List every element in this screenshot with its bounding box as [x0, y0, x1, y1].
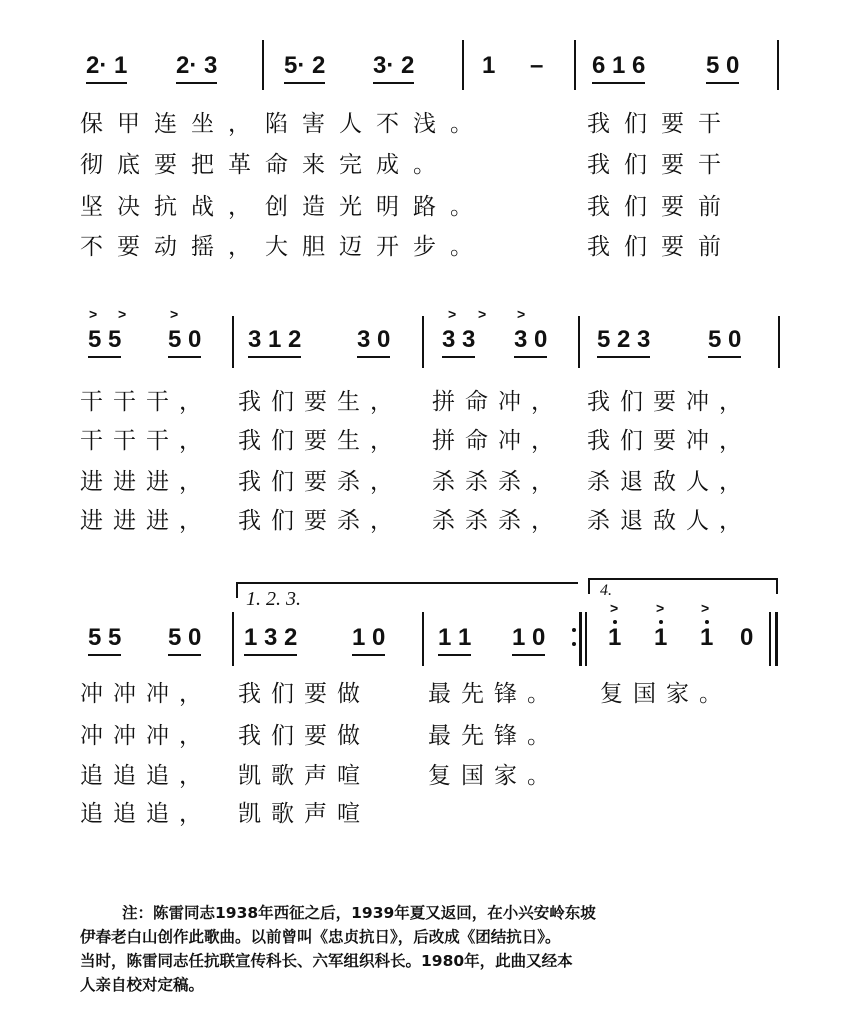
note-group: 5 2 3	[597, 326, 650, 358]
note-group: 3 0	[357, 326, 390, 358]
final-barline	[775, 612, 778, 666]
volta-label: 4.	[600, 582, 612, 599]
repeat-dot	[572, 642, 576, 646]
repeat-barline	[579, 612, 582, 666]
note-group: 5 0	[708, 326, 741, 358]
barline	[232, 612, 234, 666]
note-group: 2· 3	[176, 52, 217, 84]
accent-mark: >	[478, 306, 487, 322]
note-group: 5 5	[88, 326, 121, 358]
lyric: 干干干，	[80, 389, 212, 415]
accent-mark: >	[170, 306, 179, 322]
lyric: 拼命冲，	[432, 389, 564, 415]
note-group: 5 0	[706, 52, 739, 84]
lyric: 进进进，	[80, 469, 212, 495]
repeat-barline	[585, 612, 587, 666]
note-group: 3 1 2	[248, 326, 301, 358]
footnote-line: 人亲自校对定稿。	[80, 976, 205, 994]
accent-mark: >	[701, 600, 710, 616]
note-group: –	[530, 52, 544, 79]
accent-mark: >	[656, 600, 665, 616]
note-group: 1	[608, 624, 622, 651]
note-group: 1 1	[438, 624, 471, 656]
footnote-line: 伊春老白山创作此歌曲。以前曾叫《忠贞抗日》，后改成《团结抗日》。	[80, 928, 561, 946]
lyric: 保甲连坐，陷害人不浅。	[80, 111, 487, 137]
accent-mark: >	[89, 306, 98, 322]
note-group: 1 0	[352, 624, 385, 656]
note-group: 5· 2	[284, 52, 325, 84]
barline	[422, 316, 424, 368]
lyric: 我们要生，	[238, 389, 403, 415]
lyric: 凯歌声喧	[238, 763, 370, 789]
footnote-line: 注：陈雷同志1938年西征之后，1939年夏又返回，在小兴安岭东坡	[122, 904, 596, 922]
note-group: 2· 1	[86, 52, 127, 84]
lyric: 复国家。	[600, 681, 732, 707]
lyric: 追追追，	[80, 801, 212, 827]
lyric: 进进进，	[80, 508, 212, 534]
note-group: 1	[700, 624, 714, 651]
lyric: 杀退敌人，	[587, 508, 752, 534]
lyric: 彻底要把革命来完成。	[80, 152, 450, 178]
lyric: 追追追，	[80, 763, 212, 789]
barline	[574, 40, 576, 90]
note-group: 5 5	[88, 624, 121, 656]
barline	[778, 316, 780, 368]
note-group: 3· 2	[373, 52, 414, 84]
accent-mark: >	[517, 306, 526, 322]
lyric: 杀杀杀，	[432, 469, 564, 495]
note-group: 1	[654, 624, 668, 651]
barline	[777, 40, 779, 90]
lyric: 凯歌声喧	[238, 801, 370, 827]
note-group: 3 0	[514, 326, 547, 358]
note-group: 5 0	[168, 624, 201, 656]
barline	[462, 40, 464, 90]
note-group: 1	[482, 52, 496, 79]
lyric: 复国家。	[428, 763, 560, 789]
lyric: 杀杀杀，	[432, 508, 564, 534]
lyric: 坚决抗战，创造光明路。	[80, 194, 487, 220]
barline	[422, 612, 424, 666]
accent-mark: >	[118, 306, 127, 322]
note-group: 6 1 6	[592, 52, 645, 84]
repeat-dot	[572, 628, 576, 632]
final-barline	[769, 612, 771, 666]
lyric: 拼命冲，	[432, 428, 564, 454]
accent-mark: >	[448, 306, 457, 322]
lyric: 最先锋。	[428, 723, 560, 749]
lyric: 冲冲冲，	[80, 723, 212, 749]
note-group: 1 3 2	[244, 624, 297, 656]
lyric: 我们要干	[587, 152, 735, 178]
note-group: 0	[740, 624, 754, 651]
lyric: 杀退敌人，	[587, 469, 752, 495]
lyric: 不要动摇，大胆迈开步。	[80, 234, 487, 260]
accent-mark: >	[610, 600, 619, 616]
note-group: 1 0	[512, 624, 545, 656]
volta-bracket-2	[588, 578, 778, 594]
lyric: 我们要前	[587, 194, 735, 220]
barline	[232, 316, 234, 368]
lyric: 我们要冲，	[587, 389, 752, 415]
note-group: 3 3	[442, 326, 475, 358]
lyric: 最先锋。	[428, 681, 560, 707]
note-group: 5 0	[168, 326, 201, 358]
lyric: 我们要冲，	[587, 428, 752, 454]
lyric: 我们要前	[587, 234, 735, 260]
barline	[262, 40, 264, 90]
lyric: 我们要做	[238, 723, 370, 749]
lyric: 冲冲冲，	[80, 681, 212, 707]
lyric: 我们要杀，	[238, 469, 403, 495]
lyric: 干干干，	[80, 428, 212, 454]
lyric: 我们要做	[238, 681, 370, 707]
volta-label: 1. 2. 3.	[246, 588, 301, 610]
footnote-line: 当时，陈雷同志任抗联宣传科长、六军组织科长。1980年，此曲又经本	[80, 952, 573, 970]
barline	[578, 316, 580, 368]
lyric: 我们要杀，	[238, 508, 403, 534]
lyric: 我们要生，	[238, 428, 403, 454]
lyric: 我们要干	[587, 111, 735, 137]
